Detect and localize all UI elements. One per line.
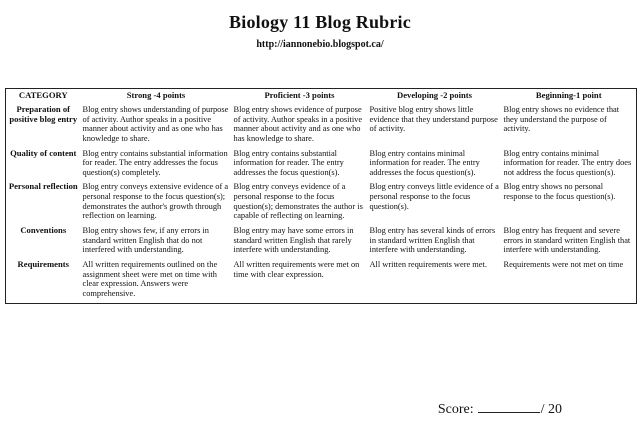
table-cell: Blog entry shows few, if any errors in standard written English that do not interfered with understanding. — [82, 226, 209, 255]
table-row — [6, 181, 637, 225]
table-cell: Blog entry has several kinds of errors in standard written English that interfere with understanding. — [369, 226, 496, 255]
table-row — [6, 225, 637, 259]
table-cell: Blog entry contains minimal information for reader. The entry addresses the focus question(s). — [369, 148, 480, 177]
table-cell: Blog entry conveys extensive evidence of a personal response to the focus question(s); demonstrates the author's growth through reflection on learning. — [82, 182, 229, 221]
table-cell: Blog entry shows no personal response to the focus question(s). — [503, 182, 616, 202]
column-header-proficient: Proficient -3 points — [264, 90, 335, 100]
column-header-category: CATEGORY — [18, 90, 68, 100]
table-row — [6, 259, 637, 303]
row-category-requirements: Requirements — [17, 259, 69, 270]
table-cell: All written requirements were met on time with clear expression. — [233, 260, 360, 279]
table-cell: Blog entry conveys little evidence of a personal response to the focus question(s). — [369, 182, 499, 211]
table-cell: All written requirements outlined on the assignment sheet were met on time with clear expression. Answers were comprehensive. — [82, 260, 218, 299]
column-header-strong: Strong -4 points — [126, 90, 186, 100]
table-row — [6, 148, 637, 182]
blog-url: http://iannonebio.blogspot.ca/ — [256, 39, 384, 50]
row-category-conventions: Conventions — [20, 225, 67, 236]
page-title: Biology 11 Blog Rubric — [229, 12, 411, 32]
score-line — [438, 400, 562, 418]
row-category-reflection: Personal reflection — [8, 181, 78, 192]
table-header-row — [6, 89, 637, 104]
table-cell: Blog entry contains substantial information for reader. The entry addresses the focus question(s) completely. — [82, 148, 228, 177]
score-label: Score: — [437, 402, 474, 417]
table-cell: Blog entry has frequent and severe errors in standard written English that interfere with understanding. — [503, 226, 631, 255]
score-total: / 20 — [540, 402, 562, 417]
row-category-preparation: Preparation of positive blog entry — [9, 103, 78, 124]
table-cell: All written requirements were met. — [369, 260, 487, 270]
rubric-table — [5, 88, 637, 304]
table-cell: Positive blog entry shows little evidence that they understand purpose of activity. — [369, 104, 498, 134]
table-cell: Blog entry contains minimal information for reader. The entry does not address the focus question(s). — [503, 148, 632, 177]
table-cell: Requirements were not met on time — [503, 260, 624, 270]
table-row — [6, 104, 637, 148]
row-category-quality: Quality of content — [10, 147, 77, 158]
column-header-beginning: Beginning-1 point — [535, 90, 602, 100]
table-cell: Blog entry conveys evidence of a personal response to the focus question(s); demonstrates the author is capable of reflecting on learning. — [233, 182, 363, 221]
table-cell: Blog entry may have some errors in standard written English that rarely interfere with understanding. — [233, 226, 354, 255]
table-cell: Blog entry contains substantial information for reader. The entry addresses the focus question(s). — [233, 148, 344, 177]
score-blank[interactable] — [478, 400, 540, 413]
table-cell: Blog entry shows evidence of purpose of activity. Author speaks in a positive manner about activity and as one who has knowledge to share. — [233, 104, 363, 143]
column-header-developing: Developing -2 points — [397, 90, 472, 100]
table-cell: Blog entry shows no evidence that they understand the purpose of activity. — [503, 104, 620, 134]
table-cell: Blog entry shows understanding of purpose of activity. Author speaks in a positive manner about activity and as one who has knowledge to share. — [82, 104, 229, 143]
